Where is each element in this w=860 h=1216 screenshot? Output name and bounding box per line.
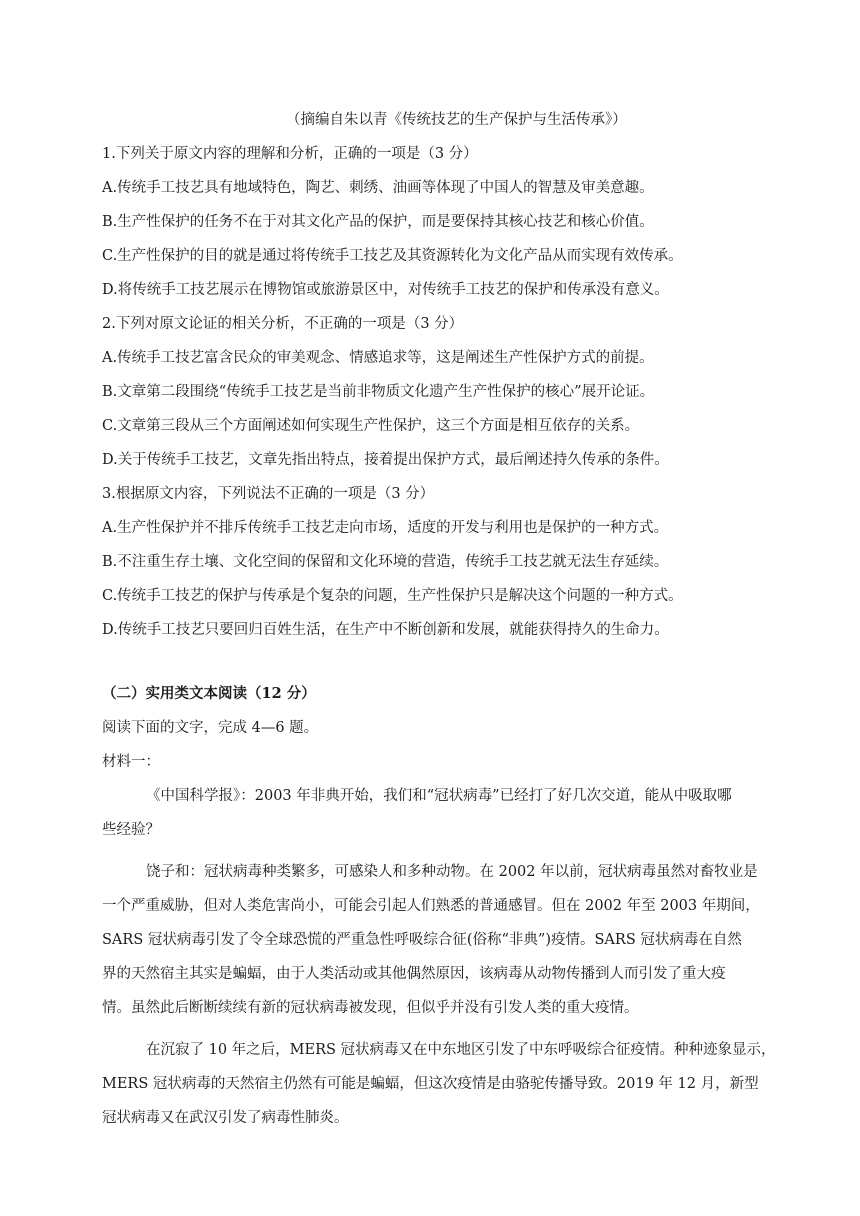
question-1-stem: 1.下列关于原文内容的理解和分析，正确的一项是（3 分） bbox=[102, 146, 478, 162]
question-2-option-d: D.关于传统手工技艺，文章先指出特点，接着提出保护方式，最后阐述持久传承的条件。 bbox=[102, 452, 669, 468]
section-heading: （二）实用类文本阅读（12 分） bbox=[102, 685, 316, 702]
question-3-option-a: A.生产性保护并不排斥传统手工技艺走向市场，适度的开发与利用也是保护的一种方式。 bbox=[102, 520, 669, 536]
paragraph-2-line: 饶子和：冠状病毒种类繁多，可感染人和多种动物。在 2002 年以前，冠状病毒虽然对畜牧业是 bbox=[146, 864, 758, 880]
paragraph-3-line: 冠状病毒又在武汉引发了病毒性肺炎。 bbox=[102, 1110, 349, 1126]
reading-instruction: 阅读下面的文字，完成 4—6 题。 bbox=[102, 720, 319, 736]
question-2-option-b: B.文章第二段围绕“传统手工技艺是当前非物质文化遗产生产性保护的核心”展开论证。 bbox=[102, 384, 655, 400]
paragraph-2-line: 界的天然宿主其实是蝙蝠，由于人类活动或其他偶然原因，该病毒从动物传播到人而引发了重大疫 bbox=[102, 966, 726, 982]
question-3-option-d: D.传统手工技艺只要回归百姓生活，在生产中不断创新和发展，就能获得持久的生命力。 bbox=[102, 622, 669, 638]
source-citation: （摘编自朱以青《传统技艺的生产保护与生活传承》） bbox=[286, 112, 627, 128]
paragraph-2-line: 情。虽然此后断断续续有新的冠状病毒被发现，但似乎并没有引发人类的重大疫情。 bbox=[102, 1000, 639, 1016]
question-2-option-c: C.文章第三段从三个方面阐述如何实现生产性保护，这三个方面是相互依存的关系。 bbox=[102, 418, 640, 434]
paragraph-3-line: 在沉寂了 10 年之后，MERS 冠状病毒又在中东地区引发了中东呼吸综合征疫情。种种迹象显示， bbox=[146, 1042, 776, 1058]
question-1-option-d: D.将传统手工技艺展示在博物馆或旅游景区中，对传统手工技艺的保护和传承没有意义。 bbox=[102, 282, 669, 298]
question-1-option-c: C.生产性保护的目的就是通过将传统手工技艺及其资源转化为文化产品从而实现有效传承。 bbox=[102, 248, 683, 264]
question-3-option-b: B.不注重生存土壤、文化空间的保留和文化环境的营造，传统手工技艺就无法生存延续。 bbox=[102, 554, 669, 570]
question-3-option-c: C.传统手工技艺的保护与传承是个复杂的问题，生产性保护只是解决这个问题的一种方式。 bbox=[102, 588, 683, 604]
question-2-stem: 2.下列对原文论证的相关分析，不正确的一项是（3 分） bbox=[102, 316, 464, 332]
question-1-option-a: A.传统手工技艺具有地域特色，陶艺、刺绣、油画等体现了中国人的智慧及审美意趣。 bbox=[102, 180, 654, 196]
question-1-option-b: B.生产性保护的任务不在于对其文化产品的保护，而是要保持其核心技艺和核心价值。 bbox=[102, 214, 654, 230]
paragraph-1-line: 《中国科学报》：2003 年非典开始，我们和“冠状病毒”已经打了好几次交道，能从中吸取哪 bbox=[146, 788, 732, 804]
material-label: 材料一： bbox=[102, 754, 160, 770]
paragraph-2-line: 一个严重威胁，但对人类危害尚小，可能会引起人们熟悉的普通感冒。但在 2002 年至 2003 年期间， bbox=[102, 898, 760, 914]
question-3-stem: 3.根据原文内容，下列说法不正确的一项是（3 分） bbox=[102, 486, 435, 502]
paragraph-2-line: SARS 冠状病毒引发了令全球恐慌的严重急性呼吸综合征(俗称“非典”)疫情。SARS 冠状病毒在自然 bbox=[102, 932, 742, 948]
paragraph-1-line: 些经验？ bbox=[102, 822, 160, 838]
question-2-option-a: A.传统手工技艺富含民众的审美观念、情感追求等，这是阐述生产性保护方式的前提。 bbox=[102, 350, 654, 366]
paragraph-3-line: MERS 冠状病毒的天然宿主仍然有可能是蝙蝠，但这次疫情是由骆驼传播导致。2019 年 12 月，新型 bbox=[102, 1076, 759, 1092]
